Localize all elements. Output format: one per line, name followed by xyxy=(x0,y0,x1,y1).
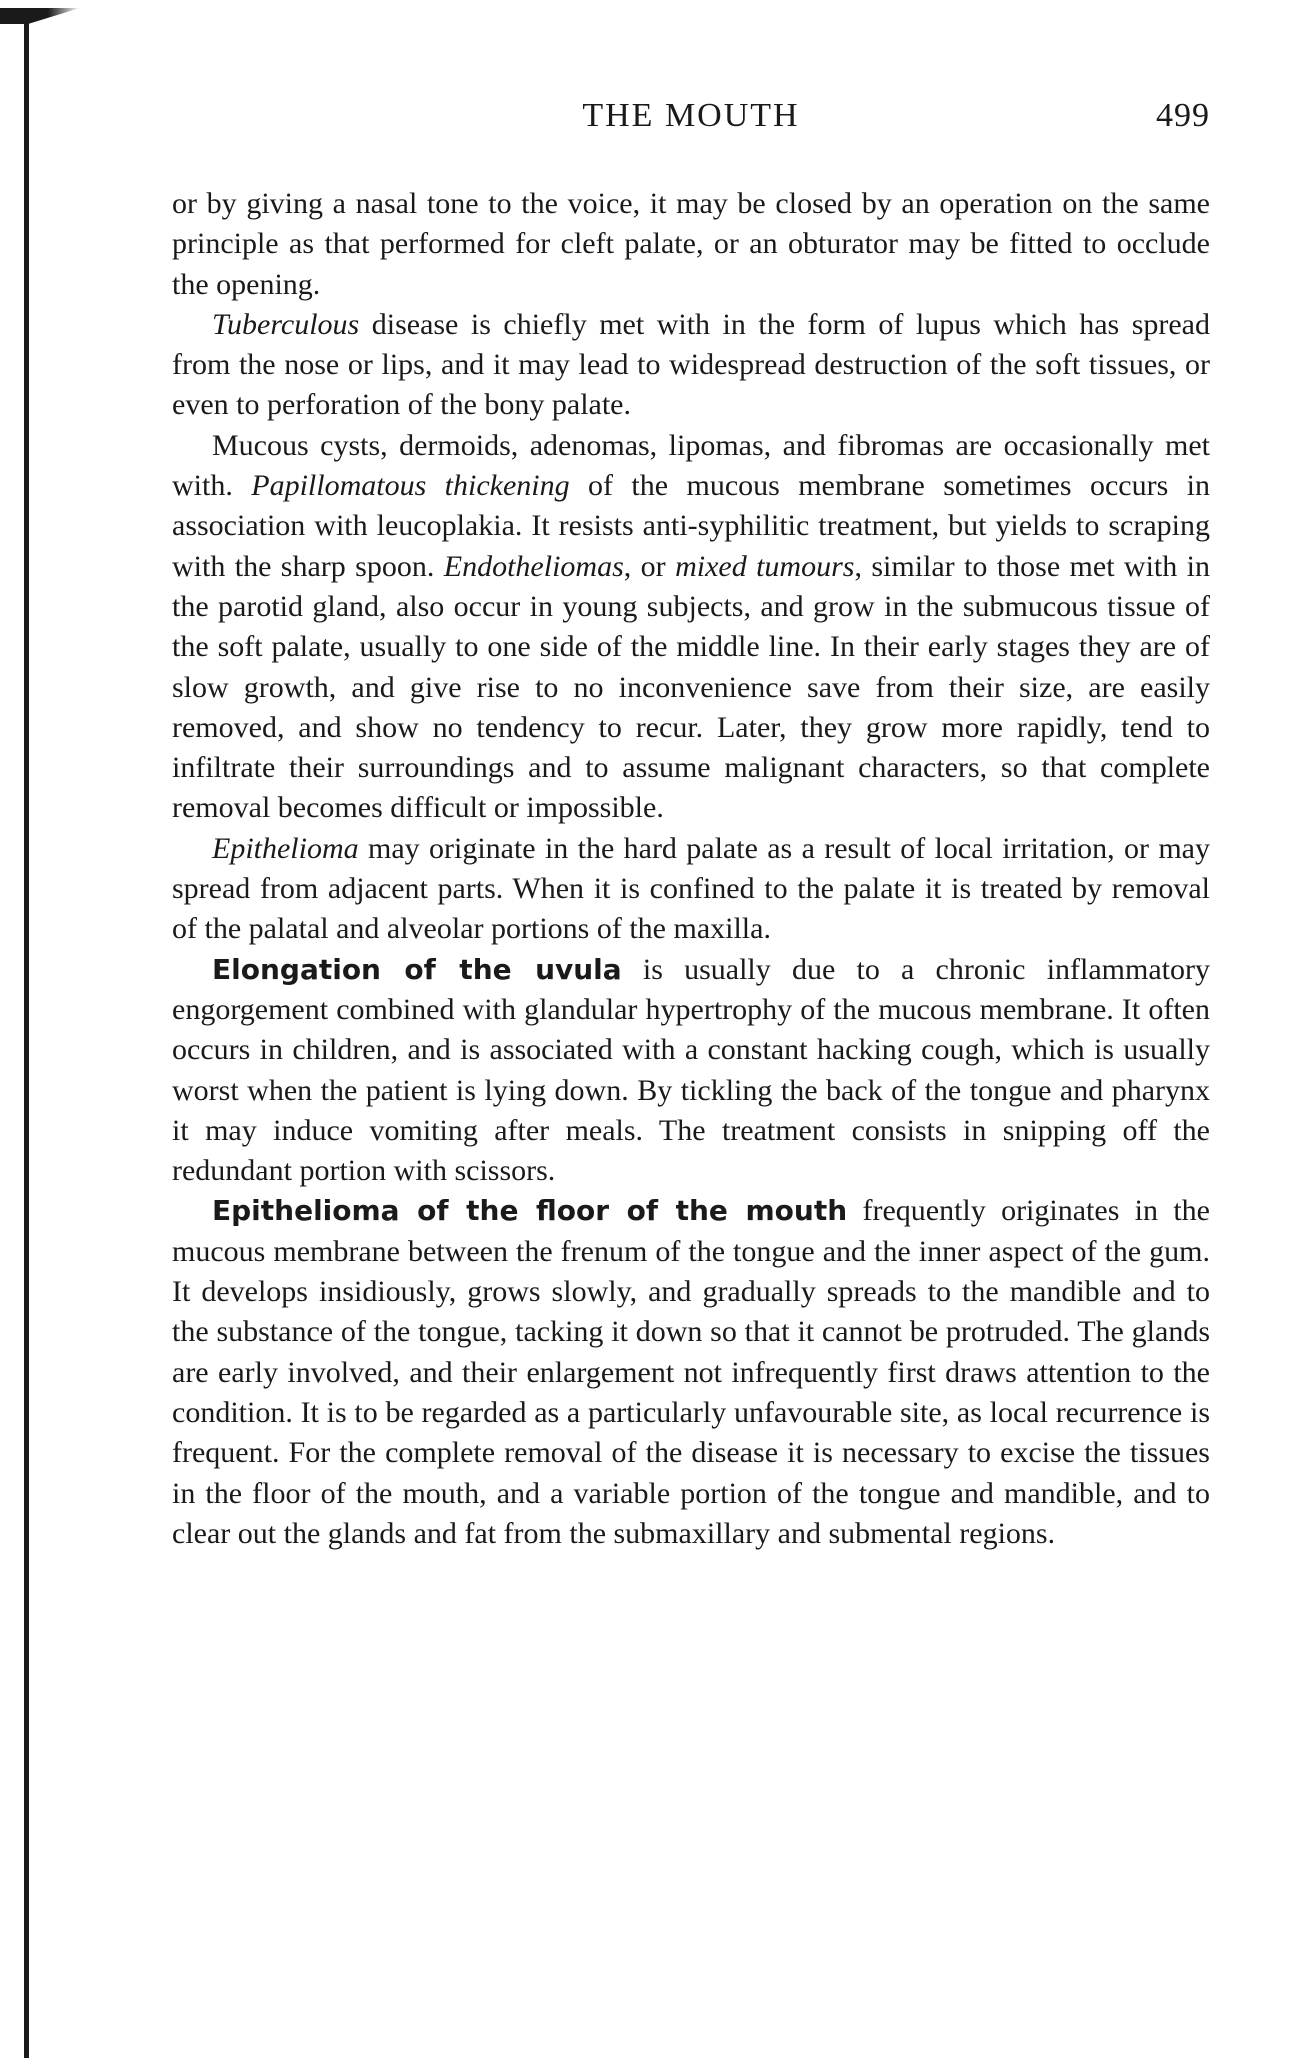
paragraph-tumours xyxy=(172,426,1210,829)
paragraph-text: frequently originates in the mucous membrane between the frenum of the tongue and the inner aspect of the gum. It develops insidiously, grows slowly, and gradually spreads to the mandible and to the substance of the tongue, tacking it down so that it cannot be protruded. The glands are early involved, and their enlargement not infrequently first draws attention to the condition. It is to be regarded as a particularly unfavourable site, as local recurrence is frequent. For the complete removal of the disease it is necessary to excise the tissues in the floor of the mouth, and a variable portion of the tongue and mandible, and to clear out the glands and fat from the submaxillary and submental regions. xyxy=(172,1194,1210,1550)
italic-term: Epithelioma xyxy=(212,831,359,865)
paragraph-text: is usually due to a chronic inflammatory engorgement combined with glandular hypertrophy of the mucous membrane. It often occurs in children, and is associated with a constant hacking cough, which is usually worst when the patient is lying down. By tickling the back of the tongue and pharynx it may induce vomiting after meals. The treatment consists in snipping off the redundant portion with scissors. xyxy=(172,952,1210,1188)
italic-term: Papillomatous thickening xyxy=(251,469,570,503)
paragraph-tuberculous xyxy=(172,305,1210,426)
binding-corner-mark xyxy=(0,8,80,24)
body-text xyxy=(172,184,1210,1554)
bold-heading: Elongation of the uvula xyxy=(212,952,622,986)
paragraph-text: Mucous cysts, dermoids, adenomas, lipomas, and fibromas are occasionally met with. xyxy=(172,428,1210,503)
page-number: 499 xyxy=(1156,97,1210,134)
bold-heading: Epithelioma of the floor of the mouth xyxy=(212,1194,848,1228)
binding-edge-rule xyxy=(24,18,29,2058)
paragraph-text: disease is chiefly met with in the form of lupus which has spread from the nose or lips, and it may lead to widespread destruction of the soft tissues, or even to perforation of the bony palate. xyxy=(172,307,1210,422)
paragraph-text: , or xyxy=(623,549,676,583)
italic-term: Endotheliomas xyxy=(443,549,624,583)
paragraph-text: of the mucous membrane sometimes occurs in association with leucoplakia. It resists anti-syphilitic treatment, but yields to scraping with the sharp spoon. xyxy=(172,469,1210,583)
paragraph-floor-of-mouth xyxy=(172,1191,1210,1554)
paragraph-cleft-palate xyxy=(172,184,1210,305)
running-head: THE MOUTH xyxy=(582,97,800,134)
paragraph-epithelioma-palate xyxy=(172,829,1210,950)
paragraph-text: , similar to those met with in the parotid gland, also occur in young subjects, and grow in the submucous tissue of the soft palate, usually to one side of the middle line. In their early stages they are of slow growth, and give rise to no inconvenience save from their size, are easily removed, and show no tendency to recur. Later, they grow more rapidly, tend to infiltrate their surroundings and to assume malignant characters, so that complete removal becomes difficult or impossible. xyxy=(172,549,1211,825)
italic-term: Tuberculous xyxy=(212,307,360,341)
page-header xyxy=(172,96,1210,136)
paragraph-uvula xyxy=(172,950,1210,1192)
paragraph-text: or by giving a nasal tone to the voice, it may be closed by an operation on the same principle as that performed for cleft palate, or an obturator may be fitted to occlude the opening. xyxy=(172,187,1210,301)
paragraph-text: may originate in the hard palate as a result of local irritation, or may spread from adjacent parts. When it is confined to the palate it is treated by removal of the palatal and alveolar portions of the maxilla. xyxy=(172,831,1210,946)
italic-term: mixed tumours xyxy=(675,549,855,583)
